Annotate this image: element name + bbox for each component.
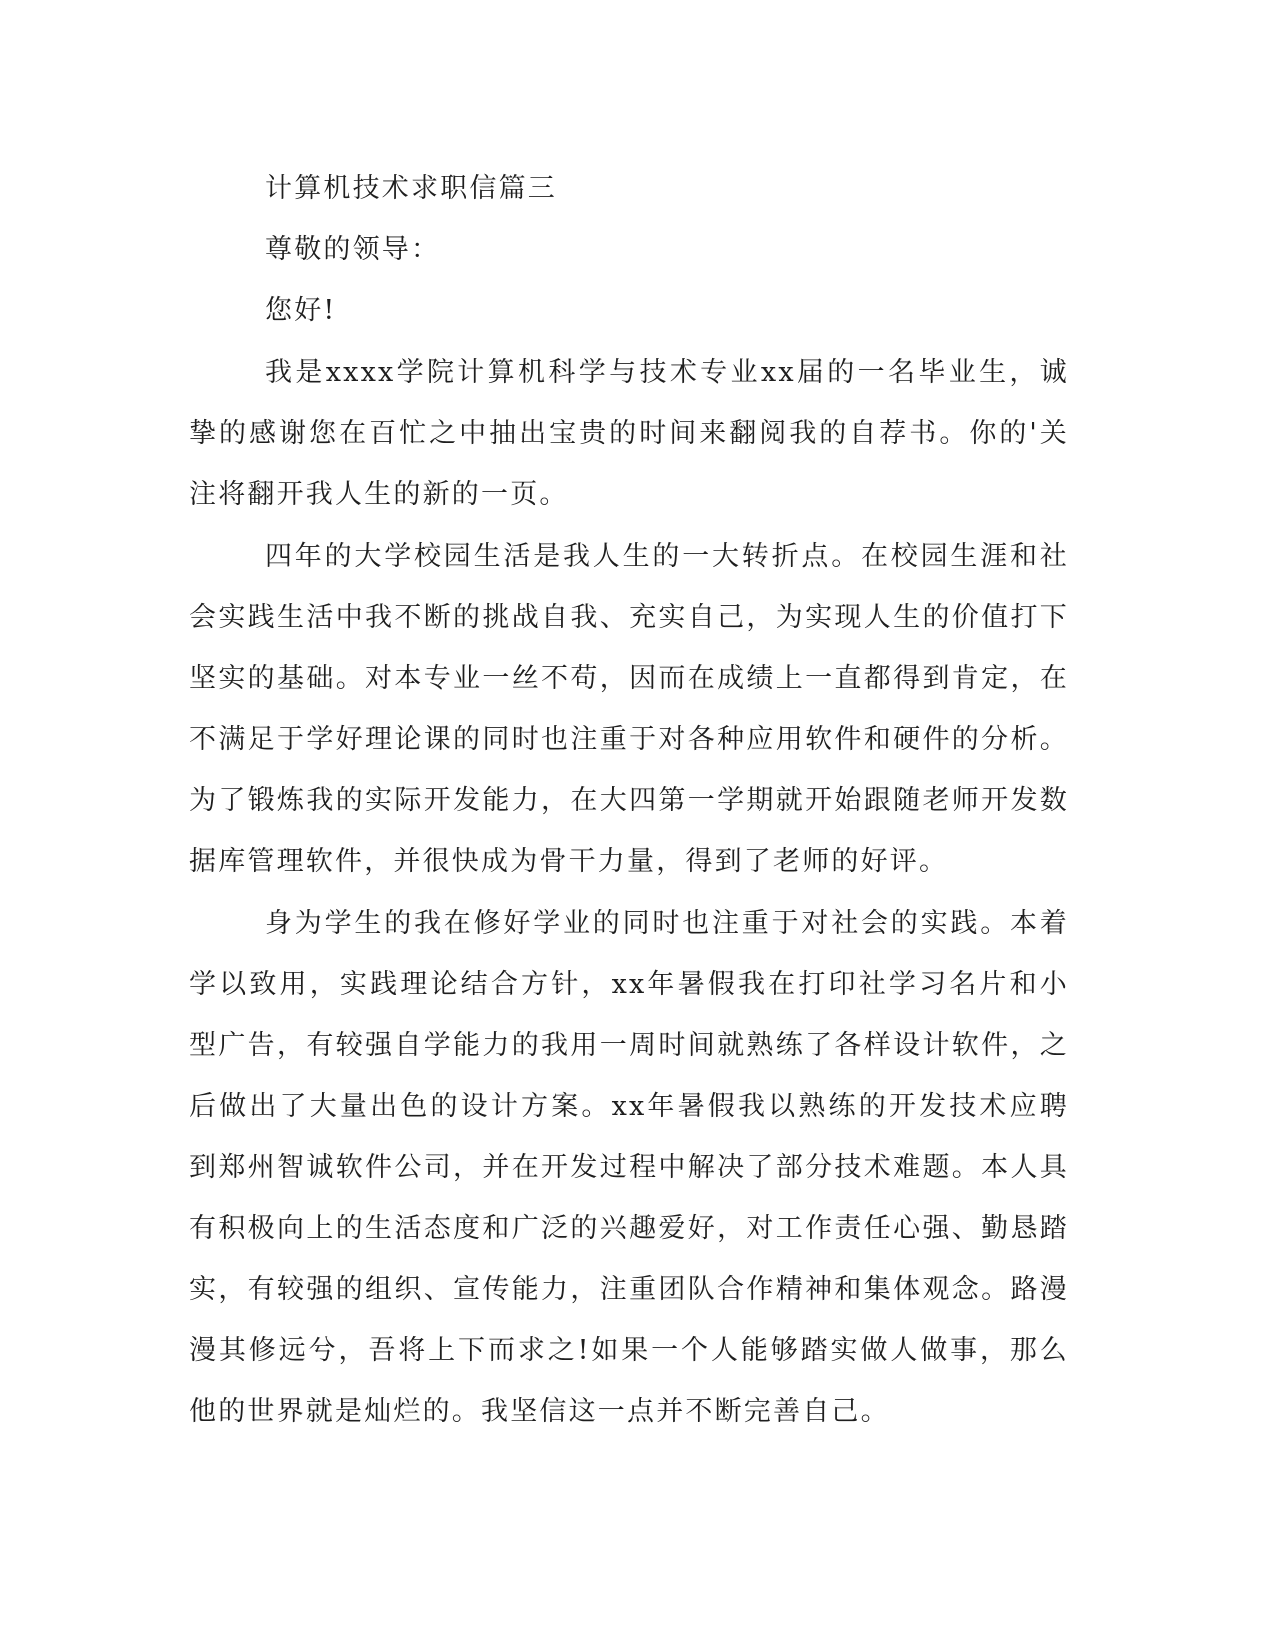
greeting: 您好! <box>265 295 337 326</box>
salutation: 尊敬的领导： <box>265 234 441 265</box>
paragraph-university-life: 四年的大学校园生活是我人生的一大转折点。在校园生涯和社会实践生活中我不断的挑战自我、充实自己，为实现人生的价值打下坚实的基础。对本专业一丝不苟，因而在成绩上一直都得到肯定，在不满足于学好理论课的同时也注重于对各种应用软件和硬件的分析。为了锻炼我的实际开发能力，在大四第一学期就开始跟随老师开发数据库管理软件，并很快成为骨干力量，得到了老师的好评。 <box>189 541 1069 877</box>
document-title: 计算机技术求职信篇三 <box>265 173 557 204</box>
paragraph-social-practice: 身为学生的我在修好学业的同时也注重于对社会的实践。本着学以致用，实践理论结合方针，xx年暑假我在打印社学习名片和小型广告，有较强自学能力的我用一周时间就熟练了各样设计软件，之后做出了大量出色的设计方案。xx年暑假我以熟练的开发技术应聘到郑州智诚软件公司，并在开发过程中解决了部分技术难题。本人具有积极向上的生活态度和广泛的兴趣爱好，对工作责任心强、勤恳踏实，有较强的组织、宣传能力，注重团队合作精神和集体观念。路漫漫其修远兮，吾将上下而求之!如果一个人能够踏实做人做事，那么他的世界就是灿烂的。我坚信这一点并不断完善自己。 <box>189 908 1069 1427</box>
paragraph-introduction: 我是xxxx学院计算机科学与技术专业xx届的一名毕业生，诚挚的感谢您在百忙之中抽出宝贵的时间来翻阅我的自荐书。你的'关注将翻开我人生的新的一页。 <box>189 357 1069 510</box>
letter-body <box>189 158 1069 1442</box>
